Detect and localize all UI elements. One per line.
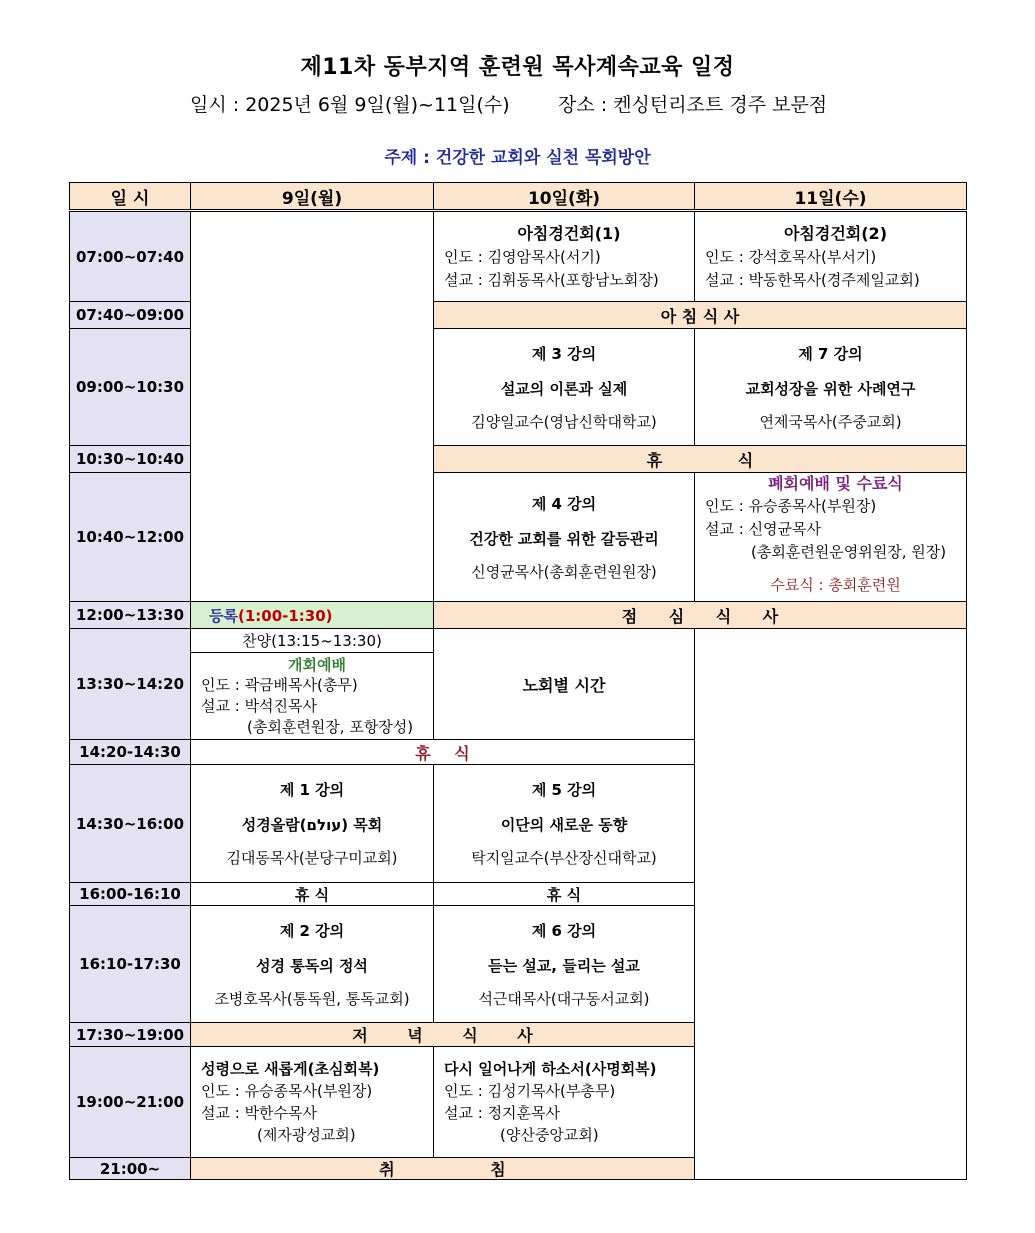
header-day3: 11일(수)	[694, 182, 967, 210]
presbytery-time: 노회별 시간	[433, 628, 695, 740]
day3-afternoon-empty	[694, 628, 967, 1180]
breakfast-bar: 아 침 식 사	[433, 301, 967, 329]
closing-lead: 인도 : 유승종목사(부원장)	[705, 497, 877, 515]
time-slot: 19:00~21:00	[69, 1046, 191, 1158]
opening-sermon: 설교 : 박석진목사	[201, 696, 318, 715]
sleep-bar: 취 침	[190, 1157, 695, 1180]
morning-worship-1	[433, 211, 695, 302]
lecture-4	[433, 472, 695, 602]
lecture-4-speaker: 신영균목사(총회훈련원원장)	[471, 562, 657, 581]
lecture-5-num: 제 5 강의	[531, 781, 597, 799]
break-cell-3a: 휴 식	[190, 882, 434, 906]
morning-worship-1-lead: 인도 : 김영암목사(서기)	[444, 248, 601, 266]
lecture-4-title: 건강한 교회를 위한 갈등관리	[469, 529, 659, 548]
registration-label: 등록	[209, 606, 238, 625]
lecture-6-num: 제 6 강의	[531, 921, 597, 940]
lecture-5-speaker: 탁지일교수(부산장신대학교)	[471, 849, 657, 867]
opening-worship	[190, 652, 434, 740]
lecture-7-num: 제 7 강의	[798, 344, 863, 363]
theme-line: 주제 : 건강한 교회와 실천 목회방안	[384, 148, 651, 168]
lecture-5-title: 이단의 새로운 동향	[500, 816, 628, 834]
morning-worship-2-title: 아침경건회(2)	[783, 224, 888, 243]
lecture-2	[190, 905, 434, 1023]
morning-worship-2-sermon: 설교 : 박동한목사(경주제일교회)	[705, 271, 920, 289]
evening-1-affiliation: (제자광성교회)	[257, 1126, 356, 1144]
break-bar-2: 휴 식	[190, 739, 695, 765]
lecture-7-title: 교회성장을 위한 사례연구	[745, 379, 916, 398]
evening-worship-1	[190, 1046, 434, 1158]
header-time: 일 시	[69, 182, 191, 210]
opening-sermon-affiliation: (총회훈련원장, 포항장성)	[247, 717, 414, 736]
time-slot: 21:00~	[69, 1157, 191, 1180]
lecture-3-title: 설교의 이론과 실제	[500, 379, 628, 398]
time-slot: 07:40~09:00	[69, 301, 191, 329]
lecture-4-num: 제 4 강의	[531, 494, 597, 513]
date-line	[190, 90, 827, 117]
lecture-3	[433, 328, 695, 446]
closing-ceremony	[694, 472, 967, 602]
closing-title: 폐회예배 및 수료식	[768, 474, 903, 493]
time-slot: 10:30~10:40	[69, 445, 191, 473]
break-bar-1: 휴 식	[433, 445, 967, 473]
evening-2-title: 다시 일어나게 하소서(사명회복)	[444, 1060, 657, 1078]
header-day2: 10일(화)	[433, 182, 695, 210]
lecture-6-speaker: 석근대목사(대구동서교회)	[478, 989, 650, 1008]
opening-title: 개회예배	[288, 655, 346, 674]
closing-certificate: 수료식 : 총회훈련원	[770, 576, 901, 594]
registration-cell	[190, 601, 434, 629]
lecture-1-num: 제 1 강의	[279, 781, 345, 799]
lecture-1	[190, 764, 434, 883]
time-slot: 14:20-14:30	[69, 739, 191, 765]
lecture-7	[694, 328, 967, 446]
evening-2-sermon: 설교 : 정지훈목사	[444, 1104, 561, 1122]
lecture-3-num: 제 3 강의	[531, 344, 597, 363]
registration-time: (1:00-1:30)	[237, 606, 333, 625]
lunch-bar: 점 심 식 사	[433, 601, 967, 629]
lecture-7-speaker: 연제국목사(주중교회)	[759, 412, 902, 431]
morning-worship-2	[694, 211, 967, 302]
lecture-2-title: 성경 통독의 정석	[256, 956, 368, 975]
lecture-6-title: 듣는 설교, 들리는 설교	[488, 956, 640, 975]
header-day1: 9일(월)	[190, 182, 434, 210]
evening-2-lead: 인도 : 김성기목사(부총무)	[444, 1082, 616, 1100]
evening-2-affiliation: (양산중앙교회)	[500, 1126, 599, 1144]
place-text: 장소 : 켄싱턴리조트 경주 보문점	[558, 94, 828, 116]
lecture-2-num: 제 2 강의	[279, 921, 345, 940]
lecture-1-title: 성경올람(עולם) 목회	[241, 816, 383, 834]
morning-worship-1-title: 아침경건회(1)	[517, 224, 621, 243]
time-slot: 12:00~13:30	[69, 601, 191, 629]
time-slot: 14:30~16:00	[69, 764, 191, 883]
page-title: 제11차 동부지역 훈련원 목사계속교육 일정	[300, 55, 735, 80]
evening-worship-2	[433, 1046, 695, 1158]
time-slot: 09:00~10:30	[69, 328, 191, 446]
closing-sermon: 설교 : 신영균목사	[705, 520, 822, 538]
date-text: 일시 : 2025년 6월 9일(월)~11일(수)	[190, 94, 510, 116]
dinner-bar: 저 녁 식 사	[190, 1022, 695, 1047]
time-slot: 10:40~12:00	[69, 472, 191, 602]
lecture-5	[433, 764, 695, 883]
day1-morning-empty	[190, 211, 434, 602]
time-slot: 13:30~14:20	[69, 628, 191, 740]
time-slot: 17:30~19:00	[69, 1022, 191, 1047]
lecture-2-speaker: 조병호목사(통독원, 통독교회)	[214, 989, 410, 1008]
closing-sermon-affiliation: (총회훈련원운영위원장, 원장)	[751, 543, 947, 561]
lecture-3-speaker: 김양일교수(영남신학대학교)	[471, 412, 657, 431]
evening-1-title: 성령으로 새롭게(초심회복)	[201, 1060, 380, 1078]
opening-lead: 인도 : 곽금배목사(총무)	[201, 675, 358, 694]
morning-worship-2-lead: 인도 : 강석호목사(부서기)	[705, 248, 877, 266]
evening-1-lead: 인도 : 유승종목사(부원장)	[201, 1082, 373, 1100]
time-slot: 16:10-17:30	[69, 905, 191, 1023]
lecture-1-speaker: 김대동목사(분당구미교회)	[226, 849, 398, 867]
lecture-6	[433, 905, 695, 1023]
praise-cell: 찬양(13:15~13:30)	[190, 628, 434, 653]
break-cell-3b: 휴 식	[433, 882, 695, 906]
time-slot: 07:00~07:40	[69, 211, 191, 302]
time-slot: 16:00-16:10	[69, 882, 191, 906]
morning-worship-1-sermon: 설교 : 김휘동목사(포항남노회장)	[444, 271, 659, 289]
evening-1-sermon: 설교 : 박한수목사	[201, 1104, 318, 1122]
